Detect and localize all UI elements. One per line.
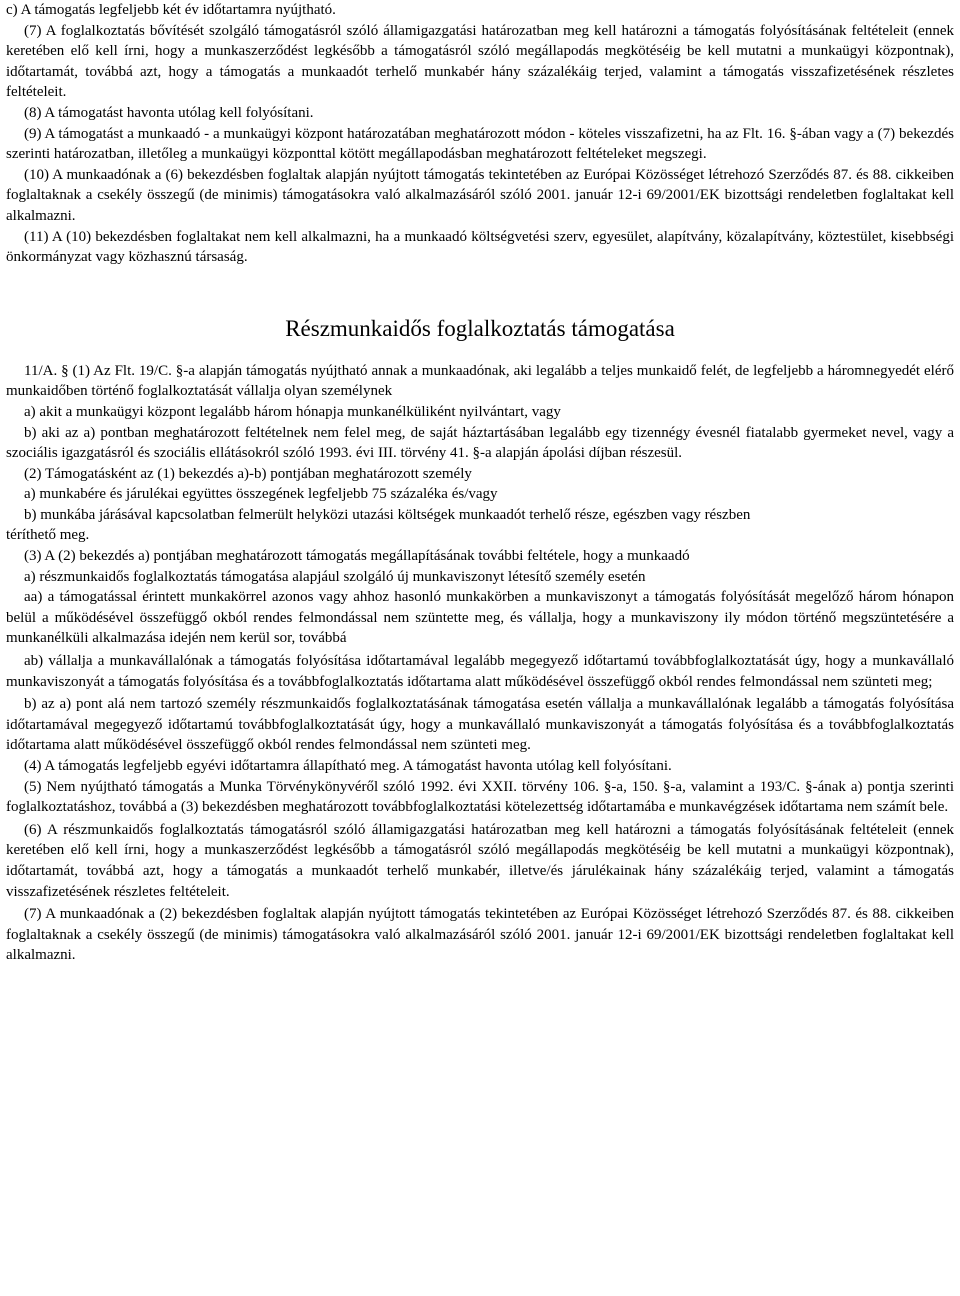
paragraph-4: (2) Támogatásként az (1) bekezdés a)-b) pontjában meghatározott személy <box>24 465 472 482</box>
paragraph-16: (7) A munkaadónak a (2) bekezdésben foglaltak alapján nyújtott támogatás tekintetében az Európai Közösséget létrehozó Szerződés 87. és 88. cikkeiben foglaltaknak a csekély összegű (de minimis) támogatásokra való alkalmazásáról szóló 2001. január 12-i 69/2001/EK bizottsági rendeletben foglaltakat kell alkalmazni. <box>6 906 954 964</box>
paragraph-5: a) munkabére és járulékai együttes összegének legfeljebb 75 százaléka és/vagy <box>24 486 498 503</box>
paragraph-top-3: (8) A támogatást havonta utólag kell folyósítani. <box>24 104 314 121</box>
paragraph-13: (4) A támogatás legfeljebb egyévi időtartamra állapítható meg. A támogatást havonta utólag kell folyósítani. <box>24 758 672 774</box>
paragraph-15: (6) A részmunkaidős foglalkoztatás támogatásról szóló államigazgatási határozatban meg kell határozni a támogatás folyósításának feltételeit (ennek keretében elő kell írni, hogy a munkaszerződést legkésőbb a támogatásról szóló megállapodás megkötéséig be kell mutatni a munkaügyi központnak), időtartamát, továbbá azt, hogy a támogatás a munkaadót terhelő munkabér, illetve/és járulékainak hány százalékáig terjed, valamint a támogatás visszafizetésének részletes feltételeit. <box>6 821 954 900</box>
paragraph-7: téríthető meg. <box>6 527 90 544</box>
paragraph-top-6: (11) A (10) bekezdésben foglaltakat nem kell alkalmazni, ha a munkaadó költségvetési szerv, egyesület, alapítvány, közalapítvány, köztestület, kisebbségi önkormányzat vagy közhasznú társaság. <box>6 228 954 266</box>
paragraph-9: a) részmunkaidős foglalkoztatás támogatása alapjául szolgáló új munkaviszonyt létesítő személy esetén <box>24 568 646 585</box>
paragraph-2: a) akit a munkaügyi központ legalább három hónapja munkanélküliként nyilvántart, vagy <box>24 403 561 420</box>
paragraph-6: b) munkába járásával kapcsolatban felmerült helyközi utazási költségek munkaadót terhelő része, egészben vagy részben <box>24 506 751 523</box>
paragraph-3: b) aki az a) pontban meghatározott feltételnek nem felel meg, de saját háztartásában legalább egy tizennégy évesnél fiatalabb gyermeket nevel, vagy a szociális igazgatásról és szociális ellátásokról szóló 1993. évi III. törvény 41. §-a alapján ápolási díjban részesül. <box>6 424 954 462</box>
paragraph-10: aa) a támogatással érintett munkakörrel azonos vagy ahhoz hasonló munkakörben a munkaviszonyt a támogatás folyósítását megelőző három hónapon belül a működésével összefüggő okból rendes felmondással nem szüntette meg, és vállalja, hogy a munkaviszony ily módon történő megszüntetésére a munkanélküli alkalmazása idején nem kerül sor, továbbá <box>6 589 954 647</box>
paragraph-1: 11/A. § (1) Az Flt. 19/C. §-a alapján támogatás nyújtható annak a munkaadónak, aki legalább a teljes munkaidő felét, de legfeljebb a háromnegyedét elérő munkaidőben történő foglalkoztatását vállalja olyan személynek <box>6 362 954 400</box>
paragraph-8: (3) A (2) bekezdés a) pontjában meghatározott támogatás megállapításának további feltétele, hogy a munkaadó <box>24 548 690 565</box>
paragraph-top-4: (9) A támogatást a munkaadó - a munkaügyi központ határozatában meghatározott módon - köteles visszafizetni, ha az Flt. 16. §-ában vagy a (7) bekezdés szerinti határozatban, illetőleg a munkaügyi központtal kötött megállapodásban meghatározott feltételeket megszegi. <box>6 125 954 163</box>
section-title: Részmunkaidős foglalkoztatás támogatása <box>285 315 675 341</box>
paragraph-12: b) az a) pont alá nem tartozó személy részmunkaidős foglalkoztatásának támogatása esetén vállalja a munkavállalónak legalább a támogatás folyósítása időtartamával megegyező időtartamú továbbfoglalkoztatását úgy, hogy a munkavállaló munkaviszonyát a támogatás folyósítása és a továbbfoglalkoztatás időtartama alatt működésével összefüggő okból rendes felmondással nem szünteti meg. <box>6 696 954 754</box>
paragraph-top-1: c) A támogatás legfeljebb két év időtartamra nyújtható. <box>6 2 336 18</box>
paragraph-11: ab) vállalja a munkavállalónak a támogatás folyósítása időtartamával legalább megegyező időtartamú továbbfoglalkoztatását úgy, hogy a munkavállaló munkaviszonyát a támogatás folyósítása és a továbbfoglalkoztatás időtartama alatt működésével összefüggő okból rendes felmondással nem szünteti meg; <box>6 653 954 690</box>
paragraph-top-5: (10) A munkaadónak a (6) bekezdésben foglaltak alapján nyújtott támogatás tekintetében az Európai Közösséget létrehozó Szerződés 87. és 88. cikkeiben foglaltaknak a csekély összegű (de minimis) támogatásokra való alkalmazásáról szóló 2001. január 12-i 69/2001/EK bizottsági rendeletben foglaltakat kell alkalmazni. <box>6 166 954 224</box>
paragraph-14: (5) Nem nyújtható támogatás a Munka Törvénykönyvéről szóló 1992. évi XXII. törvény 106. §-a, 150. §-a, valamint a 193/C. §-ának a) pontja szerinti foglalkoztatáshoz, továbbá a (3) bekezdésben meghatározott továbbfoglalkoztatási kötelezettség időtartamába e munkavégzések időtartama nem számít bele. <box>6 778 954 816</box>
paragraph-top-2: (7) A foglalkoztatás bővítését szolgáló támogatásról szóló államigazgatási határozatban meg kell határozni a támogatás folyósításának feltételeit (ennek keretében elő kell írni, hogy a munkaszerződést legkésőbb a támogatásról szóló megállapodás megkötéséig be kell mutatni a munkaügyi központnak), időtartamát, továbbá azt, hogy a támogatás a munkaadót terhelő munkabér hány százalékáig terjed, valamint a támogatás visszafizetésének részletes feltételeit. <box>6 22 954 101</box>
